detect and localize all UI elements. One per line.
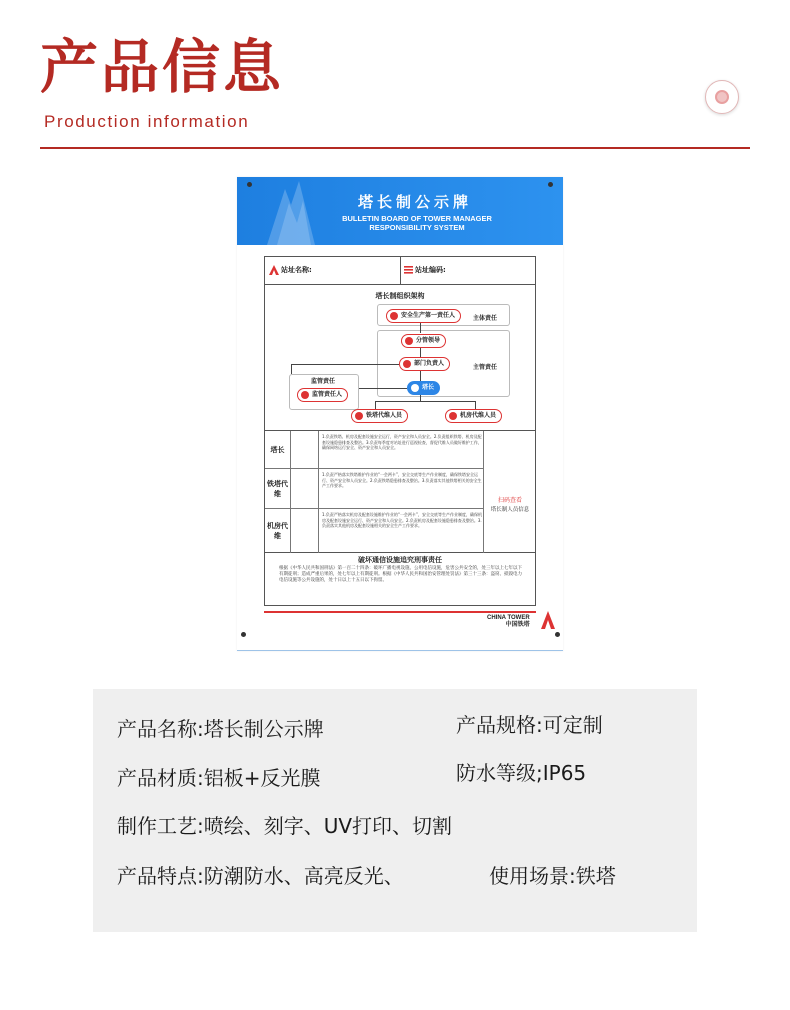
duty-text: 1.负责严格落实机房及配套设施维护作业的“一会两卡”，安全交底等生产作业制度，确保机房及配套设施安全运行、资产安全和人员安全。2.负责机房及配套设施隐患排查及整治。3.负责落实其他机房及配套设施相关的安全生产工作要求。 <box>322 512 482 529</box>
connector-line <box>291 364 292 374</box>
connector-line <box>420 371 421 381</box>
org-chart-title: 塔长制组织架构 <box>375 292 425 300</box>
connector-line <box>291 364 399 365</box>
node-dept-head: 部门负责人 <box>399 357 450 371</box>
duty-row-room-agent <box>265 509 483 553</box>
mount-hole-icon <box>555 632 560 637</box>
tag-supervision-duty: 监管责任 <box>311 378 336 385</box>
connector-line <box>375 401 475 402</box>
board-title: 塔长制公示牌 <box>357 193 472 211</box>
qr-scan-cell <box>483 431 535 553</box>
board-bottom-edge <box>237 650 563 651</box>
node-tower-chief: 塔长 <box>407 381 440 395</box>
page-subtitle: Production information <box>44 112 250 131</box>
org-chart <box>265 285 535 431</box>
info-production-process: 制作工艺:喷绘、刻字、UV打印、切割 <box>117 814 453 838</box>
law-title: 破坏通信设施追究刑事责任 <box>358 556 442 564</box>
connector-line <box>420 323 421 333</box>
tag-main-responsibility: 主体责任 <box>473 315 498 322</box>
site-row-divider <box>400 257 401 285</box>
info-product-name: 产品名称:塔长制公示牌 <box>117 717 324 741</box>
mount-hole-icon <box>548 182 553 187</box>
scan-description: 塔长制人员信息 <box>490 507 530 513</box>
product-image-sign-board <box>237 177 563 651</box>
duty-row-tower-chief <box>265 431 483 469</box>
info-product-spec: 产品规格:可定制 <box>456 713 603 737</box>
site-info-row <box>265 257 535 285</box>
brand-chinese: 中国铁塔 <box>505 622 530 628</box>
duty-table <box>265 431 535 553</box>
connector-line <box>475 401 476 409</box>
brand-text <box>487 615 530 629</box>
board-red-divider <box>264 611 536 613</box>
circle-dot-icon <box>715 90 729 104</box>
info-waterproof-level: 防水等级;IP65 <box>456 761 587 785</box>
info-usage-scene: 使用场景:铁塔 <box>489 864 616 888</box>
duty-text: 1.负责严格落实铁塔维护作业的“一会两卡”，安全交底等生产作业制度，确保铁塔安全运行、资产安全和人员安全。2.负责铁塔隐患排查及整治。3.负责落实其他铁塔相关的安全生产工作要求。 <box>322 472 482 489</box>
connector-line <box>359 388 407 389</box>
node-tower-agent: 铁塔代维人员 <box>351 409 408 423</box>
duty-gap-cell <box>291 469 319 508</box>
board-title-band <box>237 177 563 245</box>
scan-prompt: 扫码查看 <box>497 497 522 504</box>
list-icon <box>404 265 413 274</box>
board-subtitle-line1: BULLETIN BOARD OF TOWER MANAGER <box>342 214 492 223</box>
duty-text: 1.负责铁塔、机房及配套设施安全运行，资产安全和人员安全。2.负责组织铁塔、机房及配套设施隐患排查及整治。3.负责每季度对站址进行巡视检查，督促代维人员做好维护工作，确保网络运行安全、资产安全和人员安全。 <box>322 434 482 451</box>
duty-label: 塔长 <box>265 431 291 468</box>
info-product-features: 产品特点:防潮防水、高亮反光、 <box>117 864 404 888</box>
tag-supervisory: 主管责任 <box>473 364 498 371</box>
duty-row-tower-agent <box>265 469 483 509</box>
node-supervision-person: 监管责任人 <box>297 388 348 402</box>
duty-label: 机房代维 <box>265 509 291 553</box>
header-divider <box>40 147 750 149</box>
node-first-responsible: 安全生产第一责任人 <box>386 309 461 323</box>
law-text: 根据《中华人民共和国刑法》第一百二十四条：破坏广播电视设施、公用电信设施，危害公共安全的，处三年以上七年以下有期徒刑；造成严重后果的，处七年以上有期徒刑。根据《中华人民共和国治安管理处罚法》第三十三条：盗窃、损毁电力电信设施等公共设施的，处十日以上十五日以下拘留。 <box>279 566 522 583</box>
product-info-panel <box>93 689 697 932</box>
decorative-circle-icon <box>705 80 739 114</box>
node-division-leader: 分管领导 <box>401 334 446 348</box>
china-tower-logo-icon <box>541 611 555 629</box>
board-content-frame <box>264 256 536 606</box>
duty-label: 铁塔代维 <box>265 469 291 508</box>
china-tower-logo-icon <box>269 265 279 275</box>
mount-hole-icon <box>241 632 246 637</box>
site-name-label: 站址名称: <box>281 266 312 274</box>
duty-gap-cell <box>291 509 319 553</box>
board-subtitle-line2: RESPONSIBILITY SYSTEM <box>369 223 465 232</box>
node-room-agent: 机房代维人员 <box>445 409 502 423</box>
mount-hole-icon <box>247 182 252 187</box>
duty-gap-cell <box>291 431 319 468</box>
site-code-label: 站址编码: <box>415 266 446 274</box>
connector-line <box>375 401 376 409</box>
page-title: 产品信息 <box>40 33 285 101</box>
info-product-material: 产品材质:铝板+反光膜 <box>117 766 321 790</box>
brand-english: CHINA TOWER <box>487 615 530 621</box>
